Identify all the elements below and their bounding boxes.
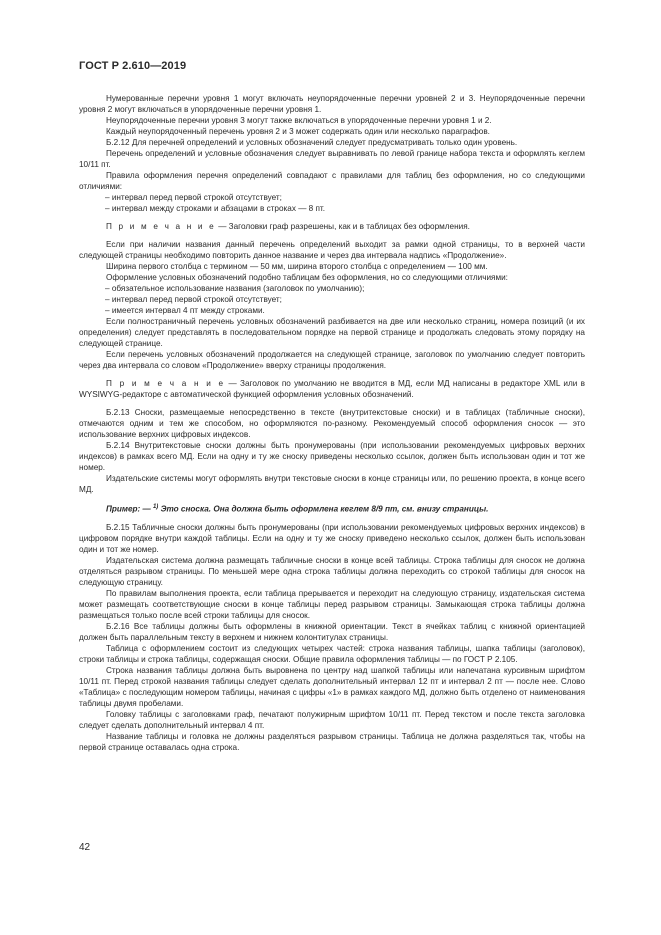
paragraph: Издательская система должна размещать табличные сноски в конце всей таблицы. Строка таблицы для сносок не должна отделяться разрывом страницы. По меньшей мере одна строка таблицы должна переходить со строкой таблицы для сносок на следующую страницу.	[79, 555, 585, 587]
section-b-2-12: Б.2.12 Для перечней определений и условных обозначений следует предусматривать только один уровень.	[106, 138, 518, 147]
list-item: – интервал перед первой строкой отсутствует;	[105, 193, 282, 202]
paragraph: Название таблицы и головка не должны разделяться разрывом страницы. Таблица не должна разделяться так, чтобы на первой странице оставалась одна строка.	[79, 731, 585, 752]
paragraph: Издательские системы могут оформлять внутри текстовые сноски в конце страницы или, по решению проекта, в конце всего МД.	[79, 474, 585, 494]
paragraph: Оформление условных обозначений подобно таблицам без оформления, но со следующими отличиями:	[106, 273, 508, 282]
paragraph: Если при наличии названия данный перечень определений выходит за рамки одной страницы, то в верхней части следующей страницы необходимо повторить данное название и через два интервала надпись «Продолжение».	[79, 240, 585, 260]
section-b-2-14: Б.2.14 Внутритекстовые сноски должны быть пронумерованы (при использовании рекомендуемых цифровых верхних индексов) в рамках всего МД. Если на одну и ту же сноску приведены несколько ссылок, должен быть использован один и тот же номер.	[79, 441, 585, 472]
paragraph: Перечень определений и условные обозначения следует выравнивать по левой границе набора текста и оформлять кеглем 10/11 пт.	[79, 149, 585, 169]
note	[79, 378, 585, 400]
paragraph: По правилам выполнения проекта, если таблица прерывается и переходит на следующую страницу, издательская система может размещать соответствующие сноски в конце таблицы перед разрывом страницы. Замыкающая строка таблицы должна размещаться только после всей строки таблицы для сносок.	[79, 588, 585, 620]
note	[79, 221, 585, 232]
note-text: — Заголовок по умолчанию не вводится в МД, если МД написаны в редакторе XML или в WYSIWYG-редакторе с автоматической функцией оформления условных обозначений.	[79, 379, 585, 399]
paragraph: Неупорядоченные перечни уровня 3 могут также включаться в упорядоченные перечни уровня 1 и 2.	[106, 116, 492, 125]
list-item: – имеется интервал 4 пт между строками.	[105, 306, 265, 315]
example-footnote-mark: 1)	[152, 504, 159, 510]
paragraph: Головку таблицы с заголовками граф, печатают полужирным шрифтом 10/11 пт. Перед текстом и после текста заголовка следует сделать дополнительный интервал 4 пт.	[79, 709, 585, 730]
page-number: 42	[79, 842, 91, 853]
paragraph: Таблица с оформлением состоит из следующих четырех частей: строка названия таблицы, шапка таблицы (заголовок), строки таблицы и строка таблицы, содержащая сноски. Общие правила оформления таблицы — по ГОСТ Р 2.105.	[79, 643, 585, 664]
example	[79, 502, 585, 515]
list-item: – интервал перед первой строкой отсутствует;	[105, 295, 282, 304]
paragraph: Строка названия таблицы должна быть выровнена по центру над шапкой таблицы или напечатана курсивным шрифтом 10/11 пт. Перед строкой названия таблицы следует сделать дополнительный интервал 12 пт и интервал 2 пт — после нее. Слово «Таблица» с последующим номером таблицы, начиная с цифры «1» в рамках каждого МД, должно быть отделено от наименования таблицы двумя пробелами.	[79, 665, 585, 708]
paragraph: Нумерованные перечни уровня 1 могут включать неупорядоченные перечни уровней 2 и 3. Неупорядоченные перечни уровня 2 могут включаться в упорядоченные перечни уровня 1.	[79, 94, 585, 114]
note-label: П р и м е ч а н и е	[106, 379, 226, 388]
list-item: – интервал между строками и абзацами в строках — 8 пт.	[105, 204, 326, 213]
example-prefix: Пример: —	[106, 504, 153, 514]
example-text: Это сноска. Она должна быть оформлена кеглем 8/9 пт, см. внизу страницы.	[158, 504, 489, 514]
paragraph: Если перечень условных обозначений продолжается на следующей странице, заголовок по умолчанию следует повторить через два интервала со словом «Продолжение» вверху страницы продолжения.	[79, 350, 585, 370]
section-b-2-16: Б.2.16 Все таблицы должны быть оформлены в книжной ориентации. Текст в ячейках таблиц с книжной ориентацией должен быть параллельным тексту в верхнем и нижнем колонтитулах страницы.	[79, 621, 585, 642]
list-item: – обязательное использование названия (заголовок по умолчанию);	[105, 284, 365, 293]
page-header-title: ГОСТ Р 2.610—2019	[79, 60, 187, 72]
paragraph: Если полностраничный перечень условных обозначений разбивается на две или несколько страниц, номера позиций (и их определения) следует представлять в последовательном порядке на первой странице и продолжать следовать этому порядку на следующей странице.	[79, 317, 585, 348]
document-body	[79, 93, 585, 753]
paragraph: Каждый неупорядоченный перечень уровня 2 и 3 может содержать один или несколько параграфов.	[106, 127, 490, 136]
section-b-2-13: Б.2.13 Сноски, размещаемые непосредственно в тексте (внутритекстовые сноски) и в таблицах (табличные сноски), отмечаются одним и тем же способом, но оформляются по-разному. Рекомендуемый способ оформления сносок — это использование верхних цифровых индексов.	[79, 408, 585, 439]
note-label: П р и м е ч а н и е	[106, 222, 216, 231]
paragraph: Правила оформления перечня определений совпадают с правилами для таблиц без оформления, но со следующими отличиями:	[79, 171, 585, 191]
section-b-2-15: Б.2.15 Табличные сноски должны быть пронумерованы (при использовании рекомендуемых цифровых верхних индексов) в цифровом порядке внутри каждой таблицы. Если на одну и ту же сноску приведено несколько ссылок, должен быть использован один и тот же номер.	[79, 522, 585, 554]
paragraph: Ширина первого столбца с термином — 50 мм, ширина второго столбца с определением — 100 мм.	[106, 262, 488, 271]
note-text: — Заголовки граф разрешены, как и в таблицах без оформления.	[215, 222, 470, 231]
